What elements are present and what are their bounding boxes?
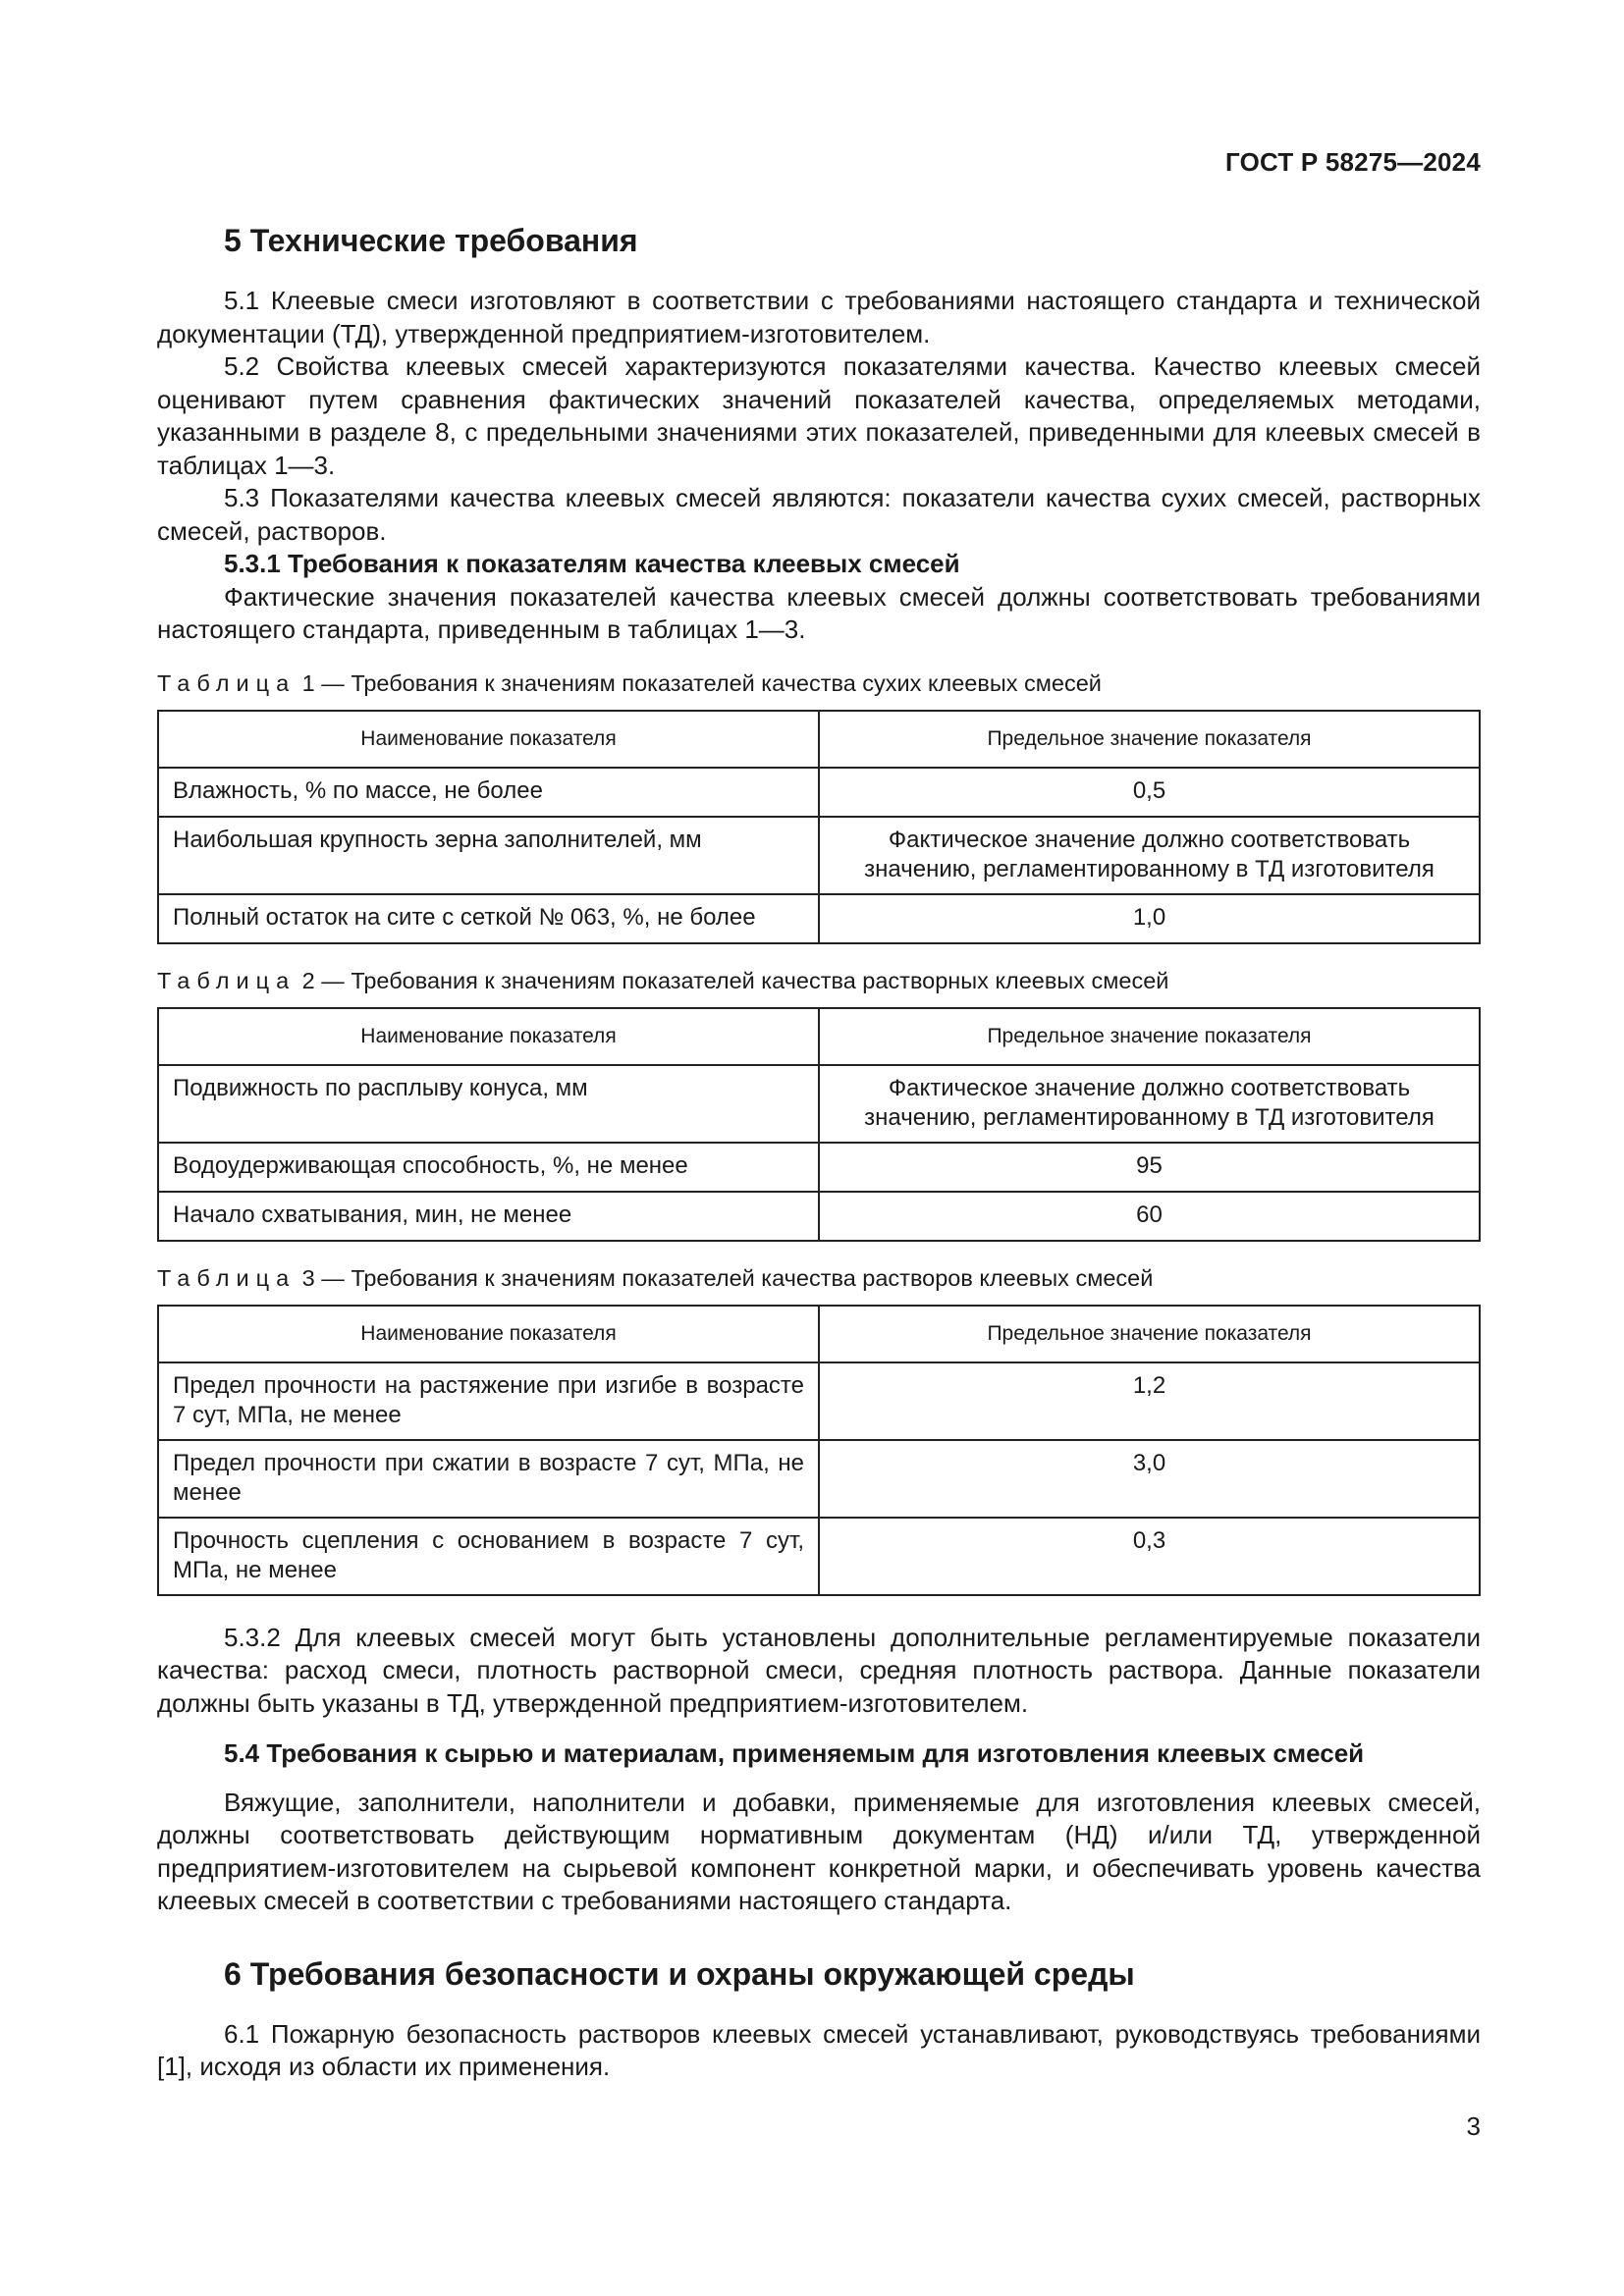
subsection-5-3-1-title: 5.3.1 Требования к показателям качества клеевых смесей	[224, 549, 960, 578]
paragraph-5-2: 5.2 Свойства клеевых смесей характеризуются показателями качества. Качество клеевых смесей оценивают путем сравнения фактических значений показателей качества, определяемых методами, указанными в разделе 8, с предельными значениями этих показателей, приведенными для клеевых смесей в таблицах 1—3.	[157, 351, 1481, 480]
paragraph-5-3: 5.3 Показателями качества клеевых смесей являются: показатели качества сухих смесей, растворных смесей, растворов.	[157, 483, 1481, 546]
indicator-value-cell: 1,2	[819, 1362, 1480, 1440]
table-row	[158, 1362, 1480, 1440]
table-header-row	[158, 1306, 1480, 1362]
paragraph-5-4: Вяжущие, заполнители, наполнители и добавки, применяемые для изготовления клеевых смесей, должны соответствовать действующим нормативным документам (НД) и/или ТД, утвержденной предприятием-изготовителем на сырьевой компонент конкретной марки, и обеспечивать уровень качества клеевых смесей в соответствии с требованиями настоящего стандарта.	[157, 1787, 1481, 1915]
table-row	[158, 1065, 1480, 1143]
table-3	[157, 1305, 1481, 1596]
paragraph-5-3-2: 5.3.2 Для клеевых смесей могут быть установлены дополнительные регламентируемые показатели качества: расход смеси, плотность растворной смеси, средняя плотность раствора. Данные показатели должны быть указаны в ТД, утвержденной предприятием-изготовителем.	[157, 1622, 1481, 1718]
table-row	[158, 1192, 1480, 1241]
section-6-title: 6 Требования безопасности и охраны окружающей среды	[224, 1955, 1135, 1992]
indicator-name-cell: Прочность сцепления с основанием в возрасте 7 сут, МПа, не менее	[158, 1518, 819, 1595]
table-3-caption	[157, 1263, 1481, 1293]
table-caption-word: Таблица	[157, 669, 297, 696]
table-2-caption-text: 2 — Требования к значениям показателей качества растворных клеевых смесей	[296, 967, 1169, 993]
column-header-value: Предельное значение показателя	[819, 1008, 1480, 1065]
column-header-value: Предельное значение показателя	[819, 711, 1480, 768]
table-row	[158, 768, 1480, 817]
paragraph-5-1: 5.1 Клеевые смеси изготовляют в соответствии с требованиями настоящего стандарта и технической документации (ТД), утвержденной предприятием-изготовителем.	[157, 286, 1481, 348]
table-2-caption	[157, 966, 1481, 995]
indicator-name-cell: Предел прочности при сжатии в возрасте 7 сут, МПа, не менее	[158, 1440, 819, 1518]
table-header-row	[158, 711, 1480, 768]
indicator-value-cell: 3,0	[819, 1440, 1480, 1518]
table-row	[158, 1518, 1480, 1595]
subsection-5-4-title: 5.4 Требования к сырью и материалам, применяемым для изготовления клеевых смесей	[224, 1738, 1365, 1768]
table-caption-word: Таблица	[157, 967, 297, 993]
indicator-name-cell: Начало схватывания, мин, не менее	[158, 1192, 819, 1241]
table-row	[158, 1143, 1480, 1192]
table-row	[158, 1440, 1480, 1518]
indicator-value-cell: Фактическое значение должно соответствовать значению, регламентированному в ТД изготовителя	[819, 1065, 1480, 1143]
indicator-value-cell: 0,5	[819, 768, 1480, 817]
document-page	[157, 0, 1481, 2296]
table-row	[158, 894, 1480, 943]
column-header-name: Наименование показателя	[158, 711, 819, 768]
indicator-name-cell: Подвижность по расплыву конуса, мм	[158, 1065, 819, 1143]
paragraph-6-1: 6.1 Пожарную безопасность растворов клеевых смесей устанавливают, руководствуясь требованиями [1], исходя из области их применения.	[157, 2018, 1481, 2081]
table-1-caption	[157, 668, 1481, 698]
column-header-value: Предельное значение показателя	[819, 1306, 1480, 1362]
section-5-title: 5 Технические требования	[224, 223, 638, 258]
indicator-name-cell: Влажность, % по массе, не более	[158, 768, 819, 817]
indicator-name-cell: Предел прочности на растяжение при изгибе в возрасте 7 сут, МПа, не менее	[158, 1362, 819, 1440]
column-header-name: Наименование показателя	[158, 1008, 819, 1065]
column-header-name: Наименование показателя	[158, 1306, 819, 1362]
indicator-name-cell: Полный остаток на сите с сеткой № 063, %, не более	[158, 894, 819, 943]
indicator-value-cell: 95	[819, 1143, 1480, 1192]
table-row	[158, 817, 1480, 894]
table-2	[157, 1007, 1481, 1242]
table-3-caption-text: 3 — Требования к значениям показателей качества растворов клеевых смесей	[296, 1264, 1154, 1291]
table-1-caption-text: 1 — Требования к значениям показателей качества сухих клеевых смесей	[296, 669, 1102, 696]
table-header-row	[158, 1008, 1480, 1065]
table-caption-word: Таблица	[157, 1264, 297, 1291]
indicator-name-cell: Наибольшая крупность зерна заполнителей, мм	[158, 817, 819, 894]
indicator-value-cell: 60	[819, 1192, 1480, 1241]
document-code-header: ГОСТ Р 58275—2024	[1225, 147, 1481, 177]
table-1	[157, 710, 1481, 944]
indicator-value-cell: 1,0	[819, 894, 1480, 943]
paragraph-5-3-1: Фактические значения показателей качества клеевых смесей должны соответствовать требованиями настоящего стандарта, приведенным в таблицах 1—3.	[157, 581, 1481, 644]
indicator-name-cell: Водоудерживающая способность, %, не менее	[158, 1143, 819, 1192]
page-content	[157, 218, 1481, 2084]
page-number: 3	[1466, 2111, 1481, 2141]
indicator-value-cell: Фактическое значение должно соответствовать значению, регламентированному в ТД изготовителя	[819, 817, 1480, 894]
indicator-value-cell: 0,3	[819, 1518, 1480, 1595]
